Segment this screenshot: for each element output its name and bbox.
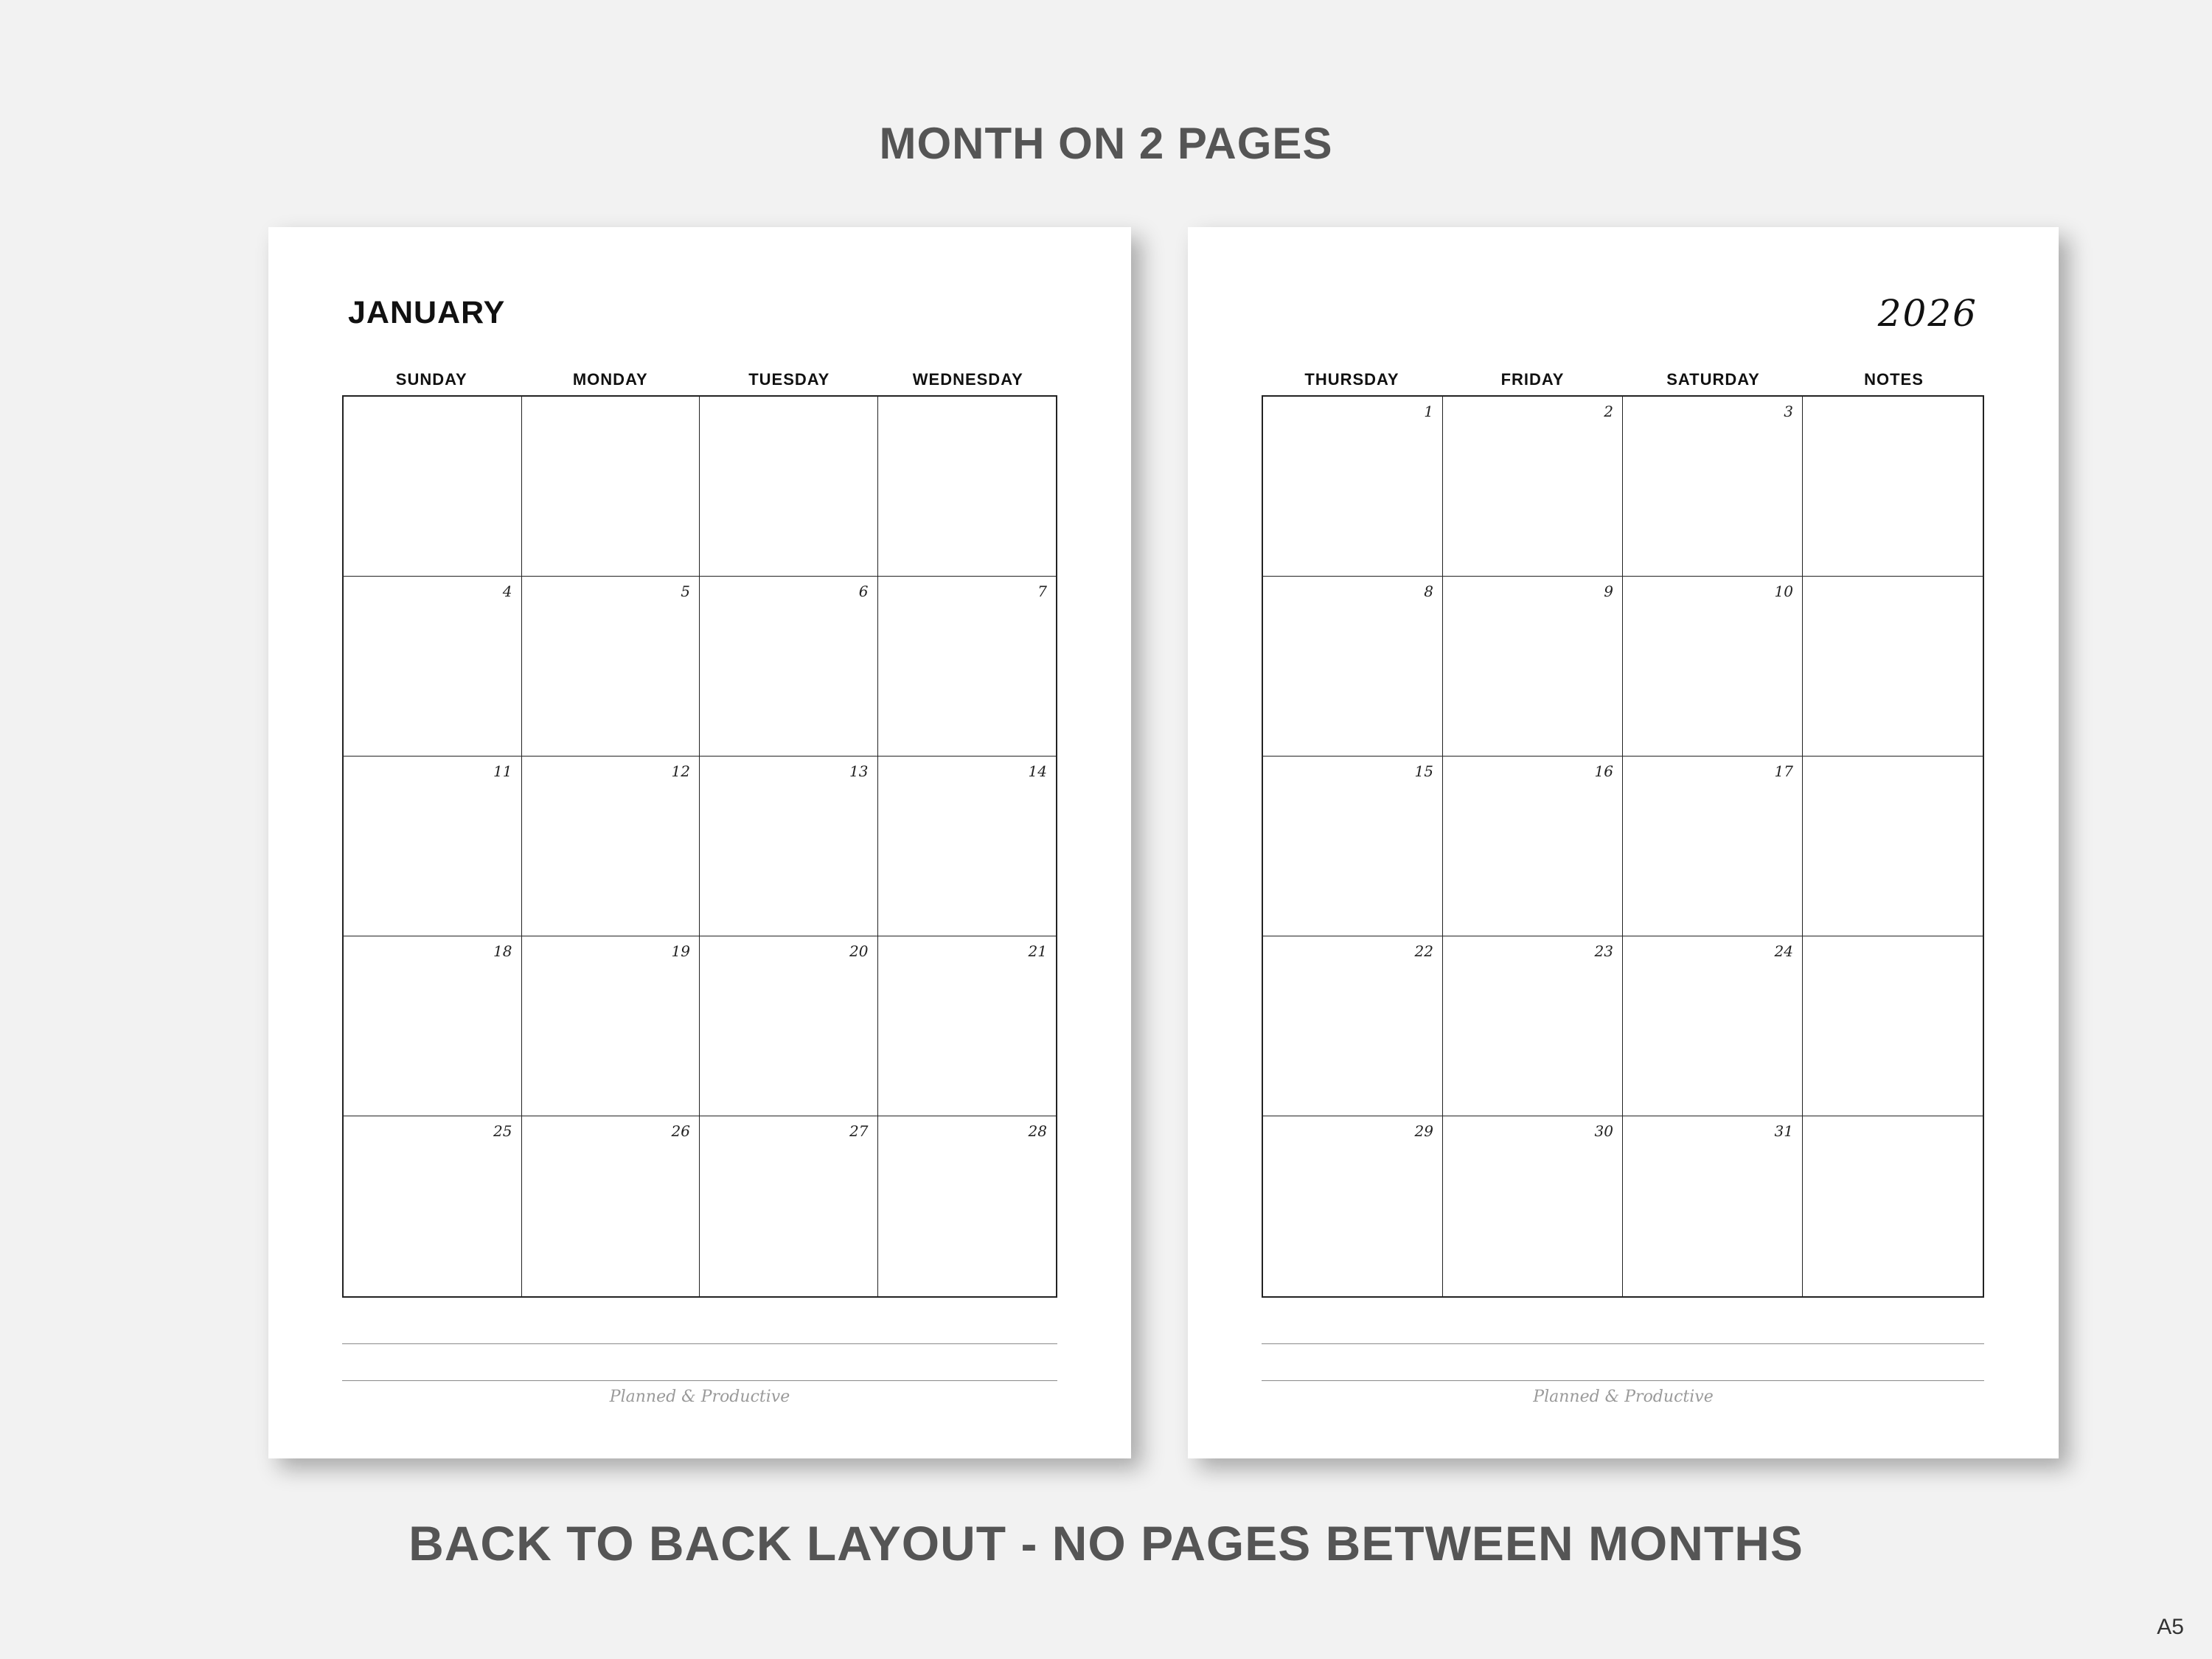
day-number: 11 (493, 762, 512, 780)
day-number: 18 (493, 942, 512, 960)
day-number: 21 (1028, 942, 1047, 960)
calendar-cell (1803, 936, 1983, 1116)
calendar-cell (1803, 757, 1983, 936)
day-number: 24 (1774, 942, 1793, 960)
calendar-cell (522, 757, 700, 936)
day-number: 3 (1784, 403, 1793, 420)
calendar-cell (1263, 577, 1443, 757)
calendar-cell (1443, 757, 1623, 936)
day-number: 13 (849, 762, 869, 780)
calendar-cell (1443, 1116, 1623, 1296)
day-number: 2 (1604, 403, 1613, 420)
calendar-cell (1803, 397, 1983, 577)
calendar-cell (700, 757, 878, 936)
calendar-cell (878, 397, 1057, 577)
day-number: 30 (1594, 1122, 1613, 1140)
day-number: 23 (1594, 942, 1613, 960)
brand-logo: Planned & Productive (1533, 1388, 1714, 1406)
day-number: 4 (502, 582, 512, 600)
day-number: 25 (493, 1122, 512, 1140)
calendar-cell (1443, 936, 1623, 1116)
calendar-cell (878, 1116, 1057, 1296)
calendar-cell (1623, 757, 1803, 936)
day-number: 19 (671, 942, 690, 960)
day-number: 10 (1774, 582, 1793, 600)
day-number: 31 (1774, 1122, 1793, 1140)
calendar-cell (522, 936, 700, 1116)
day-number: 29 (1414, 1122, 1433, 1140)
day-number: 28 (1028, 1122, 1047, 1140)
calendar-cell (344, 757, 522, 936)
note-line (1262, 1380, 1984, 1381)
day-header-saturday: SATURDAY (1666, 370, 1760, 389)
day-header-sunday: SUNDAY (395, 370, 467, 389)
day-header-notes: NOTES (1864, 370, 1924, 389)
size-label: A5 (2157, 1615, 2184, 1639)
day-number: 7 (1037, 582, 1047, 600)
day-headers-left (342, 370, 1057, 389)
calendar-cell (1263, 1116, 1443, 1296)
calendar-cell (522, 577, 700, 757)
day-header-friday: FRIDAY (1500, 370, 1565, 389)
day-number: 17 (1774, 762, 1793, 780)
day-headers-right (1262, 370, 1984, 389)
note-line (1262, 1343, 1984, 1344)
day-header-wednesday: WEDNESDAY (912, 370, 1023, 389)
calendar-cell (1623, 577, 1803, 757)
calendar-cell (1623, 397, 1803, 577)
calendar-cell (700, 1116, 878, 1296)
calendar-cell (1443, 397, 1623, 577)
day-number: 8 (1424, 582, 1433, 600)
calendar-cell (700, 577, 878, 757)
note-line (342, 1343, 1057, 1344)
brand-logo: Planned & Productive (609, 1388, 790, 1406)
day-number: 9 (1604, 582, 1613, 600)
year-title: 2026 (1877, 292, 1978, 335)
calendar-cell (1263, 757, 1443, 936)
calendar-cell (1443, 577, 1623, 757)
page-heading: MONTH ON 2 PAGES (879, 119, 1333, 168)
calendar-cell (344, 577, 522, 757)
note-line (342, 1380, 1057, 1381)
day-number: 27 (849, 1122, 869, 1140)
calendar-cell (700, 936, 878, 1116)
day-header-thursday: THURSDAY (1304, 370, 1399, 389)
calendar-cell (344, 936, 522, 1116)
month-title: JANUARY (348, 295, 506, 330)
day-number: 20 (849, 942, 869, 960)
day-number: 12 (671, 762, 690, 780)
layout-caption: BACK TO BACK LAYOUT - NO PAGES BETWEEN MONTHS (408, 1516, 1804, 1571)
calendar-cell (1803, 1116, 1983, 1296)
day-number: 16 (1594, 762, 1613, 780)
day-number: 14 (1028, 762, 1047, 780)
calendar-cell (1263, 397, 1443, 577)
day-number: 5 (681, 582, 690, 600)
day-header-tuesday: TUESDAY (748, 370, 830, 389)
calendar-cell (878, 577, 1057, 757)
planner-page-left (268, 227, 1131, 1458)
day-number: 6 (858, 582, 869, 600)
calendar-cell (344, 1116, 522, 1296)
calendar-cell (878, 936, 1057, 1116)
day-number: 15 (1414, 762, 1433, 780)
planner-page-right (1188, 227, 2059, 1458)
calendar-cell (1803, 577, 1983, 757)
day-number: 22 (1414, 942, 1433, 960)
calendar-cell (1263, 936, 1443, 1116)
calendar-cell (878, 757, 1057, 936)
calendar-grid-right (1262, 395, 1984, 1298)
calendar-cell (522, 1116, 700, 1296)
calendar-cell (344, 397, 522, 577)
day-header-monday: MONDAY (572, 370, 648, 389)
calendar-cell (1623, 936, 1803, 1116)
calendar-cell (1623, 1116, 1803, 1296)
day-number: 26 (671, 1122, 690, 1140)
calendar-cell (522, 397, 700, 577)
day-number: 1 (1424, 403, 1433, 420)
calendar-cell (700, 397, 878, 577)
calendar-grid-left (342, 395, 1057, 1298)
